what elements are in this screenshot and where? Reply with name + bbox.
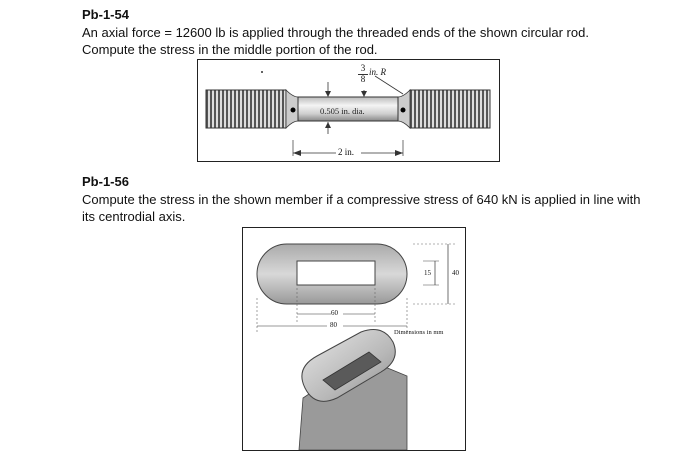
radius-unit-label: in. R	[369, 67, 386, 77]
threaded-rod-figure	[197, 59, 500, 162]
radius-denominator: 8	[358, 74, 368, 84]
slotted-member-figure	[242, 227, 466, 451]
problem-1-heading: Pb-1-54	[82, 7, 129, 22]
problem-2-statement-line2: its centrodial axis.	[82, 209, 186, 224]
problem-2-statement-line1: Compute the stress in the shown member if a compressive stress of 640 kN is applied in line with	[82, 192, 641, 207]
length-label: 2 in.	[338, 147, 355, 157]
right-threaded-end	[410, 90, 490, 128]
problem-1-statement-line2: Compute the stress in the middle portion of the rod.	[82, 42, 378, 57]
radius-numerator: 3	[360, 63, 366, 73]
dim-60-label: 60	[331, 309, 338, 317]
problem-2-heading: Pb-1-56	[82, 174, 129, 189]
left-threaded-end	[206, 90, 286, 128]
dim-40-label: 40	[452, 269, 459, 277]
cross-section-slot	[297, 261, 375, 285]
diameter-label: 0.505 in. dia.	[320, 106, 365, 116]
problem-1-statement-line1: An axial force = 12600 lb is applied through the threaded ends of the shown circular rod.	[82, 25, 589, 40]
dimensions-units-note: Dimensions in mm	[394, 329, 444, 336]
radius-fraction	[358, 64, 368, 84]
dim-15-label: 15	[424, 269, 431, 277]
dim-80-label: 80	[330, 321, 337, 329]
slotted-member-drawing	[243, 228, 465, 450]
